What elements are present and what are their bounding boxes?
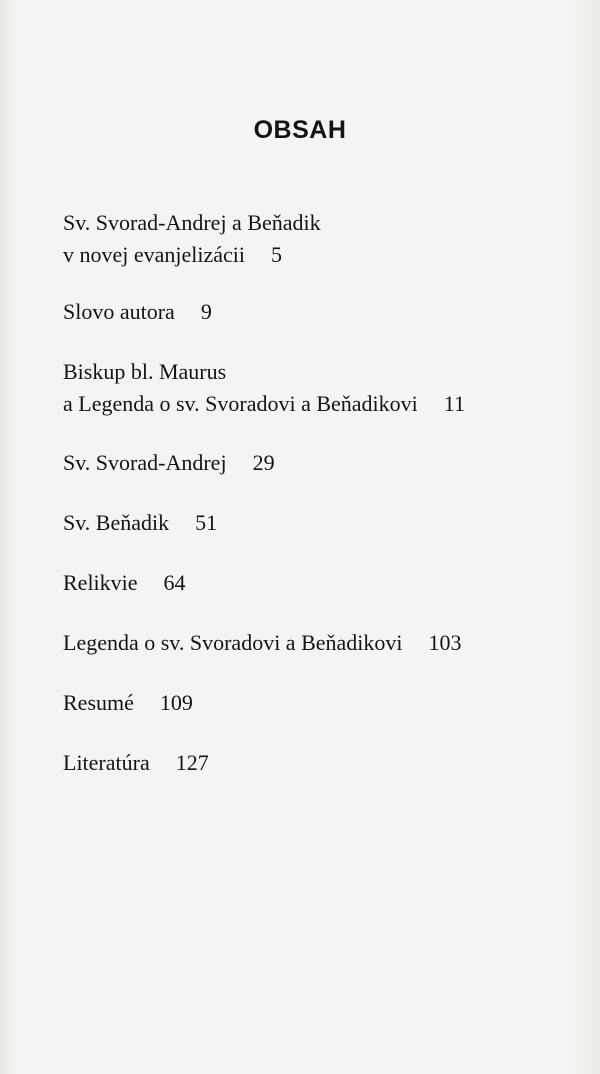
toc-entry-title-line: a Legenda o sv. Svoradovi a Beňadikovi	[63, 391, 418, 416]
toc-entry	[63, 296, 212, 328]
contents-heading: OBSAH	[253, 116, 347, 144]
toc-entry-title-line: Sv. Beňadik	[63, 510, 170, 535]
toc-entry-title-line: Resumé	[63, 690, 134, 715]
toc-entry-page-number: 103	[428, 630, 462, 655]
toc-entry-title-line: Sv. Svorad-Andrej a Beňadik	[63, 210, 321, 235]
toc-entry-title-line: v novej evanjelizácii	[63, 242, 246, 267]
toc-entry-title-line: Legenda o sv. Svoradovi a Beňadikovi	[63, 630, 403, 655]
toc-entry-page-number: 29	[252, 450, 275, 475]
toc-entry	[63, 356, 465, 420]
toc-entry	[63, 447, 275, 479]
toc-entry-title-line: Biskup bl. Maurus	[63, 359, 227, 384]
toc-entry	[63, 627, 462, 659]
toc-entry	[63, 507, 217, 539]
toc-entry-page-number: 5	[271, 242, 283, 267]
toc-entry-page-number: 64	[163, 570, 186, 595]
toc-entry-title-line: Relikvie	[63, 570, 138, 595]
toc-entry-title-line: Sv. Svorad-Andrej	[63, 450, 227, 475]
toc-entry-title-line: Literatúra	[63, 750, 150, 775]
toc-entry-page-number: 127	[175, 750, 209, 775]
toc-entry-page-number: 11	[443, 391, 465, 416]
toc-entry	[63, 207, 321, 271]
toc-entry-page-number: 9	[200, 299, 212, 324]
toc-entry	[63, 567, 186, 599]
toc-entry-page-number: 51	[195, 510, 218, 535]
toc-entry	[63, 747, 209, 779]
toc-entry	[63, 687, 193, 719]
toc-entry-title-line: Slovo autora	[63, 299, 175, 324]
toc-entry-page-number: 109	[159, 690, 193, 715]
